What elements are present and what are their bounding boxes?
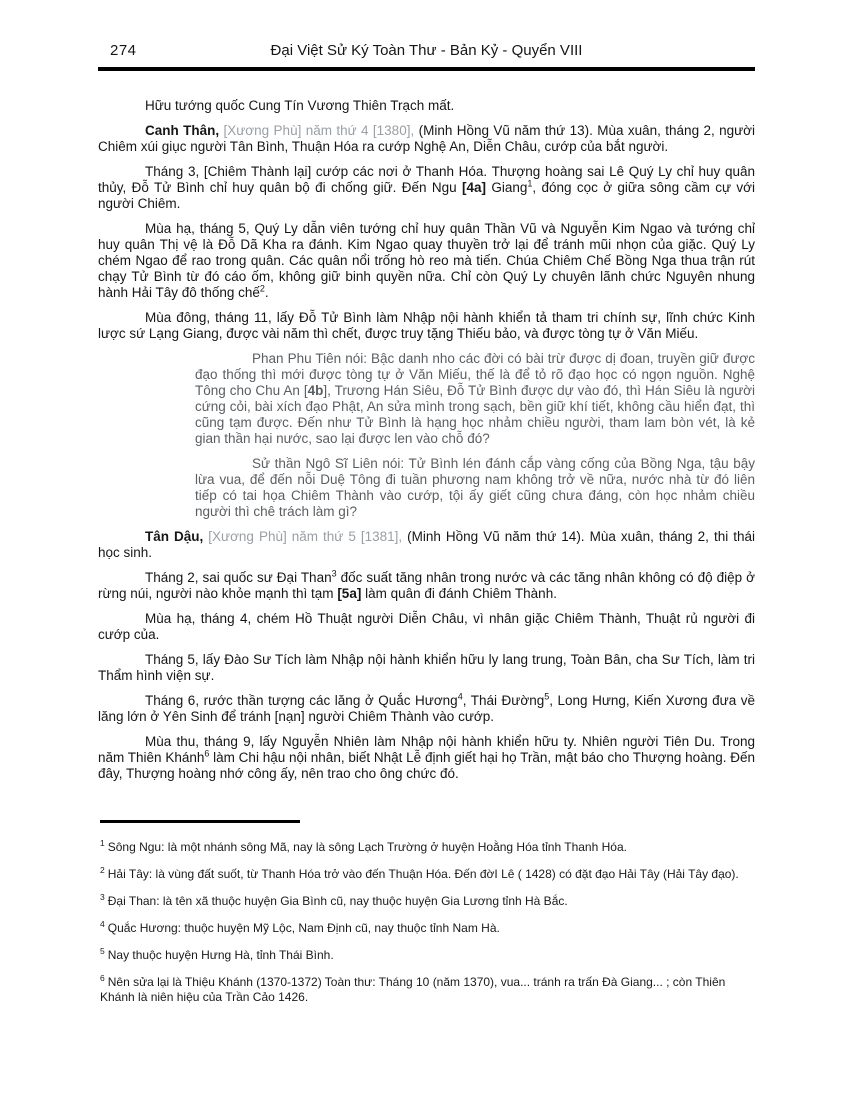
- footnote-ref: 6: [204, 748, 210, 759]
- footnote-text: Hải Tây: là vùng đất suốt, từ Thanh Hóa trở vào đến Thuận Hóa. Đến đờI Lê ( 1428) có đặt đạo Hải Tây (Hải Tây đạo).: [107, 867, 739, 881]
- footnote-item: [100, 840, 755, 855]
- era-annotation: [Xương Phù] năm thứ 4 [1380],: [223, 123, 419, 138]
- bold-run: 4b: [307, 383, 324, 398]
- text-run: Mùa hạ, tháng 5, Quý Ly dẫn viên tướng chỉ huy quân Thần Vũ và Nguyễn Kim Ngao và tướng chỉ huy quân Thị vệ là Đỗ Dã Kha ra đánh. Kim Ngao quay thuyền trở lại để tránh mũi nhọn của giặc. Quý Ly chém Ngao để rao trong quân. Các quân nổi trống hò reo mà tiến. Chúa Chiêm Chế Bồng Nga thua trận rút chạy Tử Bình từ đó cáo ốm, không giữ binh quyền nữa. Chỉ còn Quý Ly chuyên lãnh chức Nguyên nhung hành Hải Tây đô thống chế: [98, 221, 755, 300]
- body-paragraph: [98, 611, 755, 643]
- text-run: .: [264, 285, 269, 300]
- text-run: Phan Phu Tiên nói: Bậc danh nho các đời có bài trừ được dị đoan, truyền giữ được đạo thống thì mới được tòng tự ở Văn Miếu, thế là để tỏ rõ đạo học có ngọn nguồn. Nghệ Tông cho Chu An [: [195, 351, 755, 398]
- text-run: Sử thần Ngô Sĩ Liên nói: Tử Bình lén đánh cắp vàng cống của Bồng Nga, tậu bậy lừa vua, để đến nỗi Duệ Tông đi tuần phương nam không trở về nữa, nước nhà từ đó liên tiếp có tai họa Chiêm Thành vào cướp, tội ấy giết cũng chưa đáng, còn học nhảm chiều người thì chê trách làm gì?: [195, 456, 755, 519]
- text-run: Mùa hạ, tháng 4, chém Hồ Thuật người Diễn Châu, vì nhân giặc Chiêm Thành, Thuật rủ người đi cướp của.: [98, 611, 755, 642]
- text-run: Mùa đông, tháng 11, lấy Đỗ Tử Bình làm Nhập nội hành khiển tả tham tri chính sự, lĩnh chức Kinh lược sứ Lạng Giang, được vài năm thì chết, được truy tặng Thiếu bảo, và được tòng tự ở Văn Miếu.: [98, 310, 755, 341]
- footnote-item: [100, 948, 755, 963]
- era-annotation: [Xương Phù] năm thứ 5 [1381],: [208, 529, 408, 544]
- body-text: [98, 98, 755, 782]
- body-paragraph: [98, 98, 755, 114]
- text-run: , đóng cọc ở giữa sông cầm cự với người Chiêm.: [98, 180, 755, 211]
- text-run: làm quân đi đánh Chiêm Thành.: [361, 586, 557, 601]
- footnote-ref: 4: [457, 691, 463, 702]
- text-run: Mùa thu, tháng 9, lấy Nguyễn Nhiên làm Nhập nội hành khiển hữu ty. Nhiên người Tiên Du. Trong năm Thiên Khánh: [98, 734, 755, 765]
- page-number: 274: [110, 42, 137, 59]
- bold-run: [4a]: [461, 180, 486, 195]
- footnote-number: 6: [100, 973, 105, 983]
- header-rule: [98, 67, 755, 71]
- footnote-text: Đại Than: là tên xã thuộc huyện Gia Bình cũ, nay thuộc huyện Gia Lương tỉnh Hà Bắc.: [107, 894, 568, 908]
- body-paragraph: [98, 164, 755, 212]
- bold-run: Tân Dậu,: [145, 529, 209, 544]
- footnote-ref: 3: [331, 568, 337, 579]
- footnote-text: Sông Ngu: là một nhánh sông Mã, nay là sông Lạch Trường ở huyện Hoằng Hóa tỉnh Thanh Hóa.: [107, 840, 627, 854]
- footnote-item: [100, 867, 755, 882]
- footnote-text: Nay thuộc huyện Hưng Hà, tỉnh Thái Bình.: [107, 948, 334, 962]
- text-run: (Minh Hồng Vũ năm thứ 13). Mùa xuân, tháng 2, người Chiêm xúi giục người Tân Bình, Thuận Hóa ra cướp Nghệ An, Diễn Châu, cướp của bắt người.: [98, 123, 755, 154]
- text-run: Tháng 2, sai quốc sư Đại Than: [145, 570, 332, 585]
- text-run: , Long Hưng, Kiến Xương đưa về lăng lớn ở Yên Sinh để tránh [nạn] người Chiêm Thành vào cướp.: [98, 693, 755, 724]
- footnote-separator: [100, 820, 300, 823]
- text-run: ], Trương Hán Siêu, Đỗ Tử Bình được dự vào đó, thì Hán Siêu là người cứng cỏi, bài xích đạo Phật, An sửa mình trong sạch, bền giữ khí tiết, không cầu hiển đạt, thì cũng tạm được. Đến như Tử Bình là hạng học nhảm chiều người, tham lam bòn vét, là kẻ gian thần hại nước, sao lại được len vào chỗ đó?: [195, 383, 755, 446]
- text-run: Tháng 6, rước thần tượng các lăng ở Quắc Hương: [145, 693, 458, 708]
- bold-run: Canh Thân,: [145, 123, 224, 138]
- footnote-text: Quắc Hương: thuộc huyện Mỹ Lộc, Nam Định cũ, nay thuộc tỉnh Nam Hà.: [107, 921, 500, 935]
- commentary-paragraph: [195, 456, 755, 520]
- running-title: Đại Việt Sử Ký Toàn Thư - Bản Kỷ - Quyển VIII: [270, 42, 583, 59]
- body-paragraph: [98, 693, 755, 725]
- footnote-item: [100, 975, 755, 1005]
- page-header: [98, 42, 755, 62]
- body-paragraph: [98, 310, 755, 342]
- text-run: đốc suất tăng nhân trong nước và các tăng nhân không có độ điệp ở rừng núi, người nào khỏe mạnh thì tạm: [98, 570, 755, 601]
- footnote-number: 3: [100, 892, 105, 902]
- text-run: (Minh Hồng Vũ năm thứ 14). Mùa xuân, tháng 2, thi thái học sinh.: [98, 529, 755, 560]
- footnote-number: 4: [100, 919, 105, 929]
- text-run: Giang: [486, 180, 528, 195]
- body-paragraph: [98, 123, 755, 155]
- text-run: Hữu tướng quốc Cung Tín Vương Thiên Trạch mất.: [145, 98, 455, 113]
- footnote-number: 5: [100, 946, 105, 956]
- footnote-ref: 2: [259, 283, 265, 294]
- text-run: , Thái Đường: [462, 693, 545, 708]
- body-paragraph: [98, 570, 755, 602]
- body-paragraph: [98, 221, 755, 301]
- body-paragraph: [98, 529, 755, 561]
- footnotes-section: [98, 840, 755, 1005]
- commentary-paragraph: [195, 351, 755, 447]
- footnote-number: 1: [100, 838, 105, 848]
- footnote-item: [100, 921, 755, 936]
- footnote-text: Nên sửa lại là Thiệu Khánh (1370-1372) Toàn thư: Tháng 10 (năm 1370), vua... tránh ra trấn Đà Giang... ; còn Thiên Khánh là niên hiệu của Trần Cảo 1426.: [100, 975, 726, 1004]
- body-paragraph: [98, 652, 755, 684]
- bold-run: [5a]: [337, 586, 362, 601]
- text-run: Tháng 3, [Chiêm Thành lại] cướp các nơi ở Thanh Hóa. Thượng hoàng sai Lê Quý Ly chỉ huy quân thủy, Đỗ Tử Bình chỉ huy quân bộ đi chống giữ. Đến Ngu: [98, 164, 755, 195]
- footnote-number: 2: [100, 865, 105, 875]
- footnote-ref: 1: [527, 178, 533, 189]
- text-run: Tháng 5, lấy Đào Sư Tích làm Nhập nội hành khiển hữu ly lang trung, Toàn Bân, cha Sư Tích, làm tri Thẩm hình viện sự.: [98, 652, 755, 683]
- text-run: làm Chi hậu nội nhân, biết Nhật Lễ định giết hại họ Trần, mật báo cho Thượng hoàng. Đến đây, Thượng hoàng nhớ công ấy, nên trao cho ông chức đó.: [98, 750, 756, 781]
- body-paragraph: [98, 734, 755, 782]
- footnote-item: [100, 894, 755, 909]
- footnote-ref: 5: [544, 691, 550, 702]
